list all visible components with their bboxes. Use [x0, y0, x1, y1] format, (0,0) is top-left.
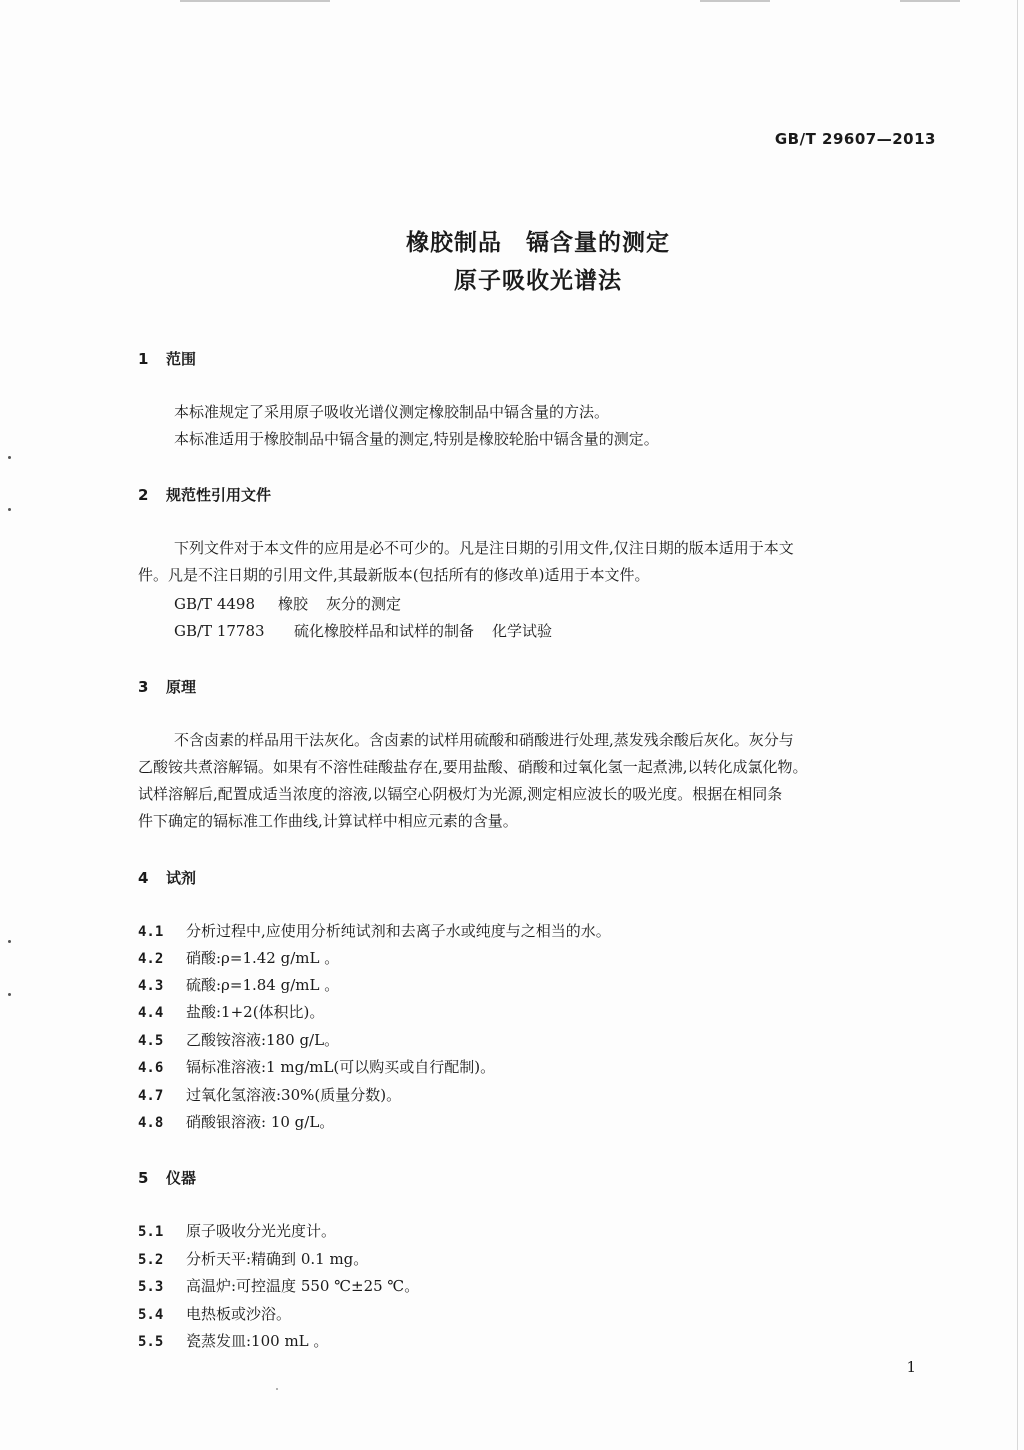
paragraph-line: 下列文件对于本文件的应用是必不可少的。凡是注日期的引用文件,仅注日期的版本适用于本文 [174, 539, 794, 557]
scan-speck [8, 940, 11, 943]
list-item [138, 1248, 368, 1269]
title-part2: 镉含量的测定 [526, 230, 670, 256]
page-number: 1 [906, 1358, 916, 1376]
item-number: 4.2 [138, 951, 164, 967]
scan-artifact-line [180, 0, 330, 2]
reference-code: GB/T 4498 [174, 595, 256, 613]
item-number: 4.8 [138, 1115, 164, 1131]
scan-speck [276, 1388, 278, 1390]
reference-title-a: 橡胶 [278, 595, 309, 613]
reference-title-a: 硫化橡胶样品和试样的制备 [294, 622, 475, 640]
paragraph: 本标准规定了采用原子吸收光谱仪测定橡胶制品中镉含量的方法。 [174, 403, 610, 421]
list-item [138, 1001, 324, 1022]
section-number: 5 [138, 1169, 149, 1187]
list-item [138, 1029, 339, 1050]
reference-title-b: 化学试验 [492, 622, 553, 640]
item-number: 5.1 [138, 1224, 164, 1240]
list-item [138, 920, 611, 941]
scan-artifact-line [900, 0, 960, 2]
section-title: 仪器 [166, 1169, 197, 1187]
reference-code: GB/T 17783 [174, 622, 265, 640]
item-text: 乙酸铵溶液:180 g/L。 [186, 1031, 340, 1049]
scan-speck [8, 993, 11, 996]
list-item [138, 947, 339, 968]
item-text: 盐酸:1+2(体积比)。 [186, 1003, 325, 1021]
paragraph-line: 件下确定的镉标准工作曲线,计算试样中相应元素的含量。 [138, 812, 518, 830]
item-text: 硫酸:ρ=1.84 g/mL 。 [186, 976, 340, 994]
page-edge-line [1017, 0, 1018, 1450]
item-text: 分析过程中,应使用分析纯试剂和去离子水或纯度与之相当的水。 [186, 922, 611, 940]
section-heading-principle [138, 676, 196, 697]
item-text: 镉标准溶液:1 mg/mL(可以购买或自行配制)。 [186, 1058, 496, 1076]
paragraph-line: 乙酸铵共煮溶解镉。如果有不溶性硅酸盐存在,要用盐酸、硝酸和过氧化氢一起煮沸,以转化成氯化物。 [138, 758, 808, 776]
item-text: 高温炉:可控温度 550 ℃±25 ℃。 [186, 1277, 420, 1295]
section-title: 试剂 [166, 869, 197, 887]
item-number: 4.5 [138, 1033, 164, 1049]
paragraph-line: 件。凡是不注日期的引用文件,其最新版本(包括所有的修改单)适用于本文件。 [138, 566, 650, 584]
section-body-references [138, 535, 938, 589]
list-item [138, 1056, 495, 1077]
section-number: 4 [138, 869, 149, 887]
item-text: 硝酸银溶液: 10 g/L。 [186, 1113, 335, 1131]
item-text: 原子吸收分光光度计。 [186, 1222, 337, 1240]
section-number: 1 [138, 350, 149, 368]
section-heading-normative-references [138, 484, 271, 505]
scan-speck [8, 456, 11, 459]
section-title: 规范性引用文件 [166, 486, 272, 504]
section-title: 范围 [166, 350, 197, 368]
document-title-line1 [0, 224, 1024, 257]
item-number: 5.3 [138, 1279, 164, 1295]
reference-item [174, 593, 401, 614]
paragraph-line: 试样溶解后,配置成适当浓度的溶液,以镉空心阴极灯为光源,测定相应波长的吸光度。根据在相同条 [138, 785, 783, 803]
document-title-line2: 原子吸收光谱法 [454, 268, 622, 294]
list-item [138, 1084, 401, 1105]
item-number: 5.5 [138, 1334, 164, 1350]
item-number: 4.3 [138, 978, 164, 994]
item-number: 5.4 [138, 1307, 164, 1323]
list-item [138, 1275, 419, 1296]
paragraph-line: 不含卤素的样品用干法灰化。含卤素的试样用硫酸和硝酸进行处理,蒸发残余酸后灰化。灰分与 [174, 731, 794, 749]
section-number: 3 [138, 678, 149, 696]
section-heading-scope [138, 348, 196, 369]
title-part1: 橡胶制品 [406, 230, 502, 256]
section-body-principle [138, 727, 938, 835]
section-body-scope [138, 399, 938, 453]
item-text: 电热板或沙浴。 [186, 1305, 292, 1323]
standard-number: GB/T 29607—2013 [774, 130, 936, 148]
paragraph: 本标准适用于橡胶制品中镉含量的测定,特别是橡胶轮胎中镉含量的测定。 [174, 430, 659, 448]
item-text: 瓷蒸发皿:100 mL 。 [186, 1332, 329, 1350]
reference-item [174, 620, 552, 641]
list-item [138, 974, 339, 995]
list-item [138, 1111, 334, 1132]
item-number: 4.6 [138, 1060, 164, 1076]
section-number: 2 [138, 486, 149, 504]
item-number: 4.1 [138, 924, 164, 940]
item-number: 5.2 [138, 1252, 164, 1268]
item-number: 4.4 [138, 1005, 164, 1021]
scan-speck [8, 508, 11, 511]
list-item [138, 1330, 328, 1351]
section-heading-reagents [138, 867, 196, 888]
section-title: 原理 [166, 678, 197, 696]
list-item [138, 1303, 291, 1324]
item-number: 4.7 [138, 1088, 164, 1104]
item-text: 过氧化氢溶液:30%(质量分数)。 [186, 1086, 402, 1104]
item-text: 硝酸:ρ=1.42 g/mL 。 [186, 949, 340, 967]
section-heading-apparatus [138, 1167, 196, 1188]
item-text: 分析天平:精确到 0.1 mg。 [186, 1250, 369, 1268]
list-item [138, 1220, 336, 1241]
reference-title-b: 灰分的测定 [326, 595, 402, 613]
scan-artifact-line [700, 0, 770, 2]
